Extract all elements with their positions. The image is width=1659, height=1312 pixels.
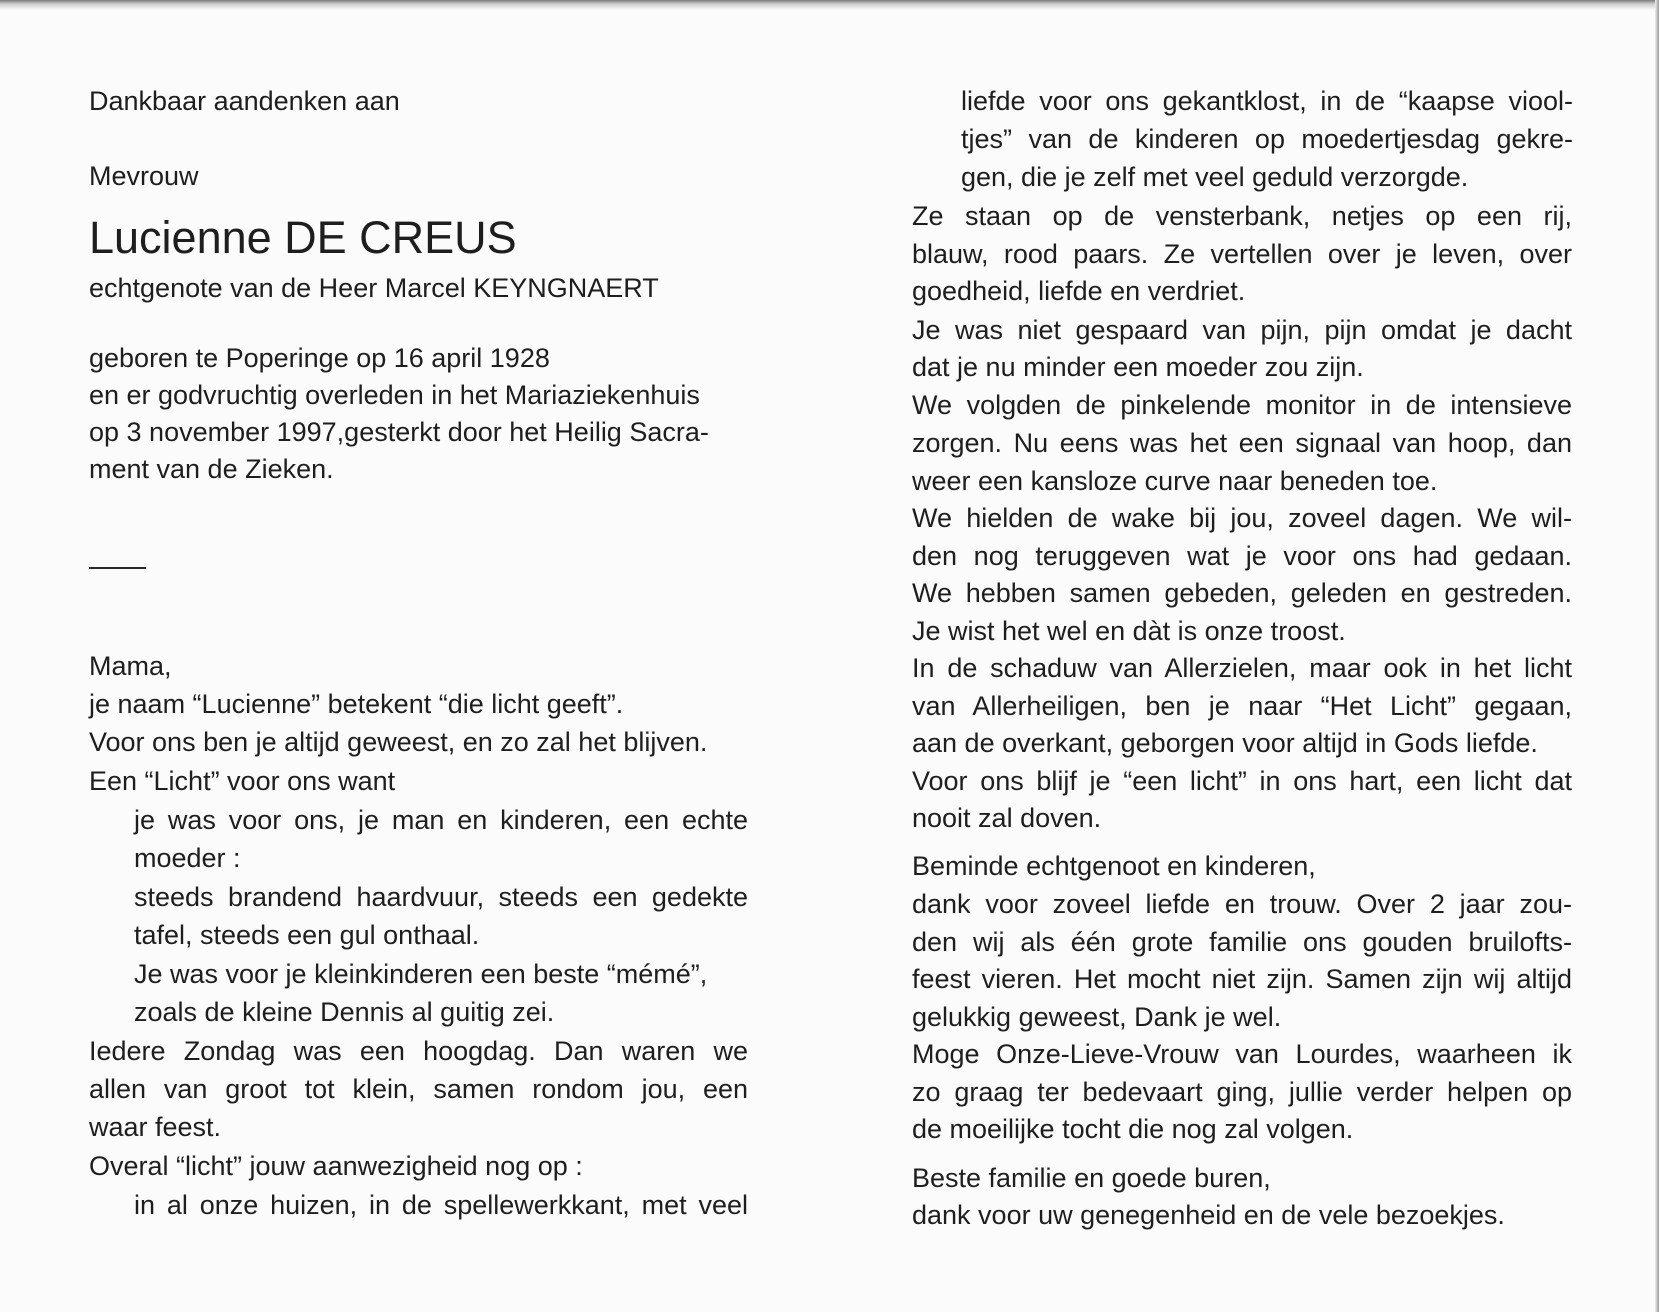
honorific: Mevrouw xyxy=(89,161,199,191)
text-line: We hebben samen gebeden, geleden en gestreden. xyxy=(912,578,1572,608)
poem-line: Je was voor je kleinkinderen een beste “mémé”, xyxy=(134,959,708,989)
intro-text: Dankbaar aandenken aan xyxy=(89,86,400,116)
text-line: Beste familie en goede buren, xyxy=(912,1163,1271,1193)
poem-line: je naam “Lucienne” betekent “die licht geeft”. xyxy=(89,689,624,719)
text-line: goedheid, liefde en verdriet. xyxy=(912,276,1246,306)
poem-line: Mama, xyxy=(89,651,172,681)
text-line: We volgden de pinkelende monitor in de intensieve xyxy=(912,390,1572,420)
bio-line: ment van de Zieken. xyxy=(89,454,334,484)
poem-line: allen van groot tot klein, samen rondom jou, een xyxy=(89,1074,748,1104)
text-line: Ze staan op de vensterbank, netjes op een rij, xyxy=(912,201,1572,231)
text-line: zorgen. Nu eens was het een signaal van hoop, dan xyxy=(912,428,1572,458)
text-line: den wij als één grote familie ons gouden bruilofts- xyxy=(912,927,1572,957)
bio-line: en er godvruchtig overleden in het Mariaziekenhuis xyxy=(89,380,700,410)
separator-rule xyxy=(89,567,146,569)
scan-edge-right xyxy=(1655,0,1659,1312)
text-line: tjes” van de kinderen op moedertjesdag gekre- xyxy=(961,124,1573,154)
text-line: dank voor zoveel liefde en trouw. Over 2 jaar zou- xyxy=(912,889,1572,919)
text-line: weer een kansloze curve naar beneden toe. xyxy=(912,466,1438,496)
bio-line: op 3 november 1997,gesterkt door het Heilig Sacra- xyxy=(89,417,709,447)
text-line: van Allerheiligen, ben je naar “Het Licht” gegaan, xyxy=(912,691,1572,721)
poem-line: tafel, steeds een gul onthaal. xyxy=(134,920,480,950)
text-line: feest vieren. Het mocht niet zijn. Samen zijn wij altijd xyxy=(912,964,1572,994)
text-line: Beminde echtgenoot en kinderen, xyxy=(912,851,1316,881)
bio-line: geboren te Poperinge op 16 april 1928 xyxy=(89,343,550,373)
text-line: aan de overkant, geborgen voor altijd in Gods liefde. xyxy=(912,728,1538,758)
text-line: gelukkig geweest, Dank je wel. xyxy=(912,1002,1282,1032)
text-line: Je was niet gespaard van pijn, pijn omdat je dacht xyxy=(912,315,1572,345)
poem-line: moeder : xyxy=(134,843,241,873)
text-line: zo graag ter bedevaart ging, jullie verder helpen op xyxy=(912,1077,1572,1107)
spouse-line: echtgenote van de Heer Marcel KEYNGNAERT xyxy=(89,273,659,303)
poem-line: waar feest. xyxy=(89,1112,222,1142)
poem-line: zoals de kleine Dennis al guitig zei. xyxy=(134,997,555,1027)
text-line: blauw, rood paars. Ze vertellen over je leven, over xyxy=(912,239,1572,269)
text-line: den nog teruggeven wat je voor ons had gedaan. xyxy=(912,541,1572,571)
text-line: Moge Onze-Lieve-Vrouw van Lourdes, waarheen ik xyxy=(912,1039,1572,1069)
text-line: dat je nu minder een moeder zou zijn. xyxy=(912,352,1364,382)
poem-line: Iedere Zondag was een hoogdag. Dan waren we xyxy=(89,1036,748,1066)
text-line: Je wist het wel en dàt is onze troost. xyxy=(912,616,1346,646)
poem-line: steeds brandend haardvuur, steeds een gedekte xyxy=(134,882,748,912)
text-line: dank voor uw genegenheid en de vele bezoekjes. xyxy=(912,1200,1505,1230)
deceased-name: Lucienne DE CREUS xyxy=(89,212,517,263)
poem-line: in al onze huizen, in de spellewerkkant, met veel xyxy=(134,1190,748,1220)
text-line: We hielden de wake bij jou, zoveel dagen. We wil- xyxy=(912,503,1572,533)
poem-line: Voor ons ben je altijd geweest, en zo zal het blijven. xyxy=(89,727,708,757)
text-line: In de schaduw van Allerzielen, maar ook in het licht xyxy=(912,653,1572,683)
scan-edge-top xyxy=(0,0,1659,10)
poem-line: Overal “licht” jouw aanwezigheid nog op : xyxy=(89,1151,583,1181)
text-line: Voor ons blijf je “een licht” in ons hart, een licht dat xyxy=(912,766,1572,796)
text-line: liefde voor ons gekantklost, in de “kaapse viool- xyxy=(961,86,1573,116)
poem-line: Een “Licht” voor ons want xyxy=(89,766,396,796)
text-line: nooit zal doven. xyxy=(912,803,1102,833)
poem-line: je was voor ons, je man en kinderen, een echte xyxy=(134,805,748,835)
text-line: de moeilijke tocht die nog zal volgen. xyxy=(912,1114,1354,1144)
text-line: gen, die je zelf met veel geduld verzorgde. xyxy=(961,162,1469,192)
